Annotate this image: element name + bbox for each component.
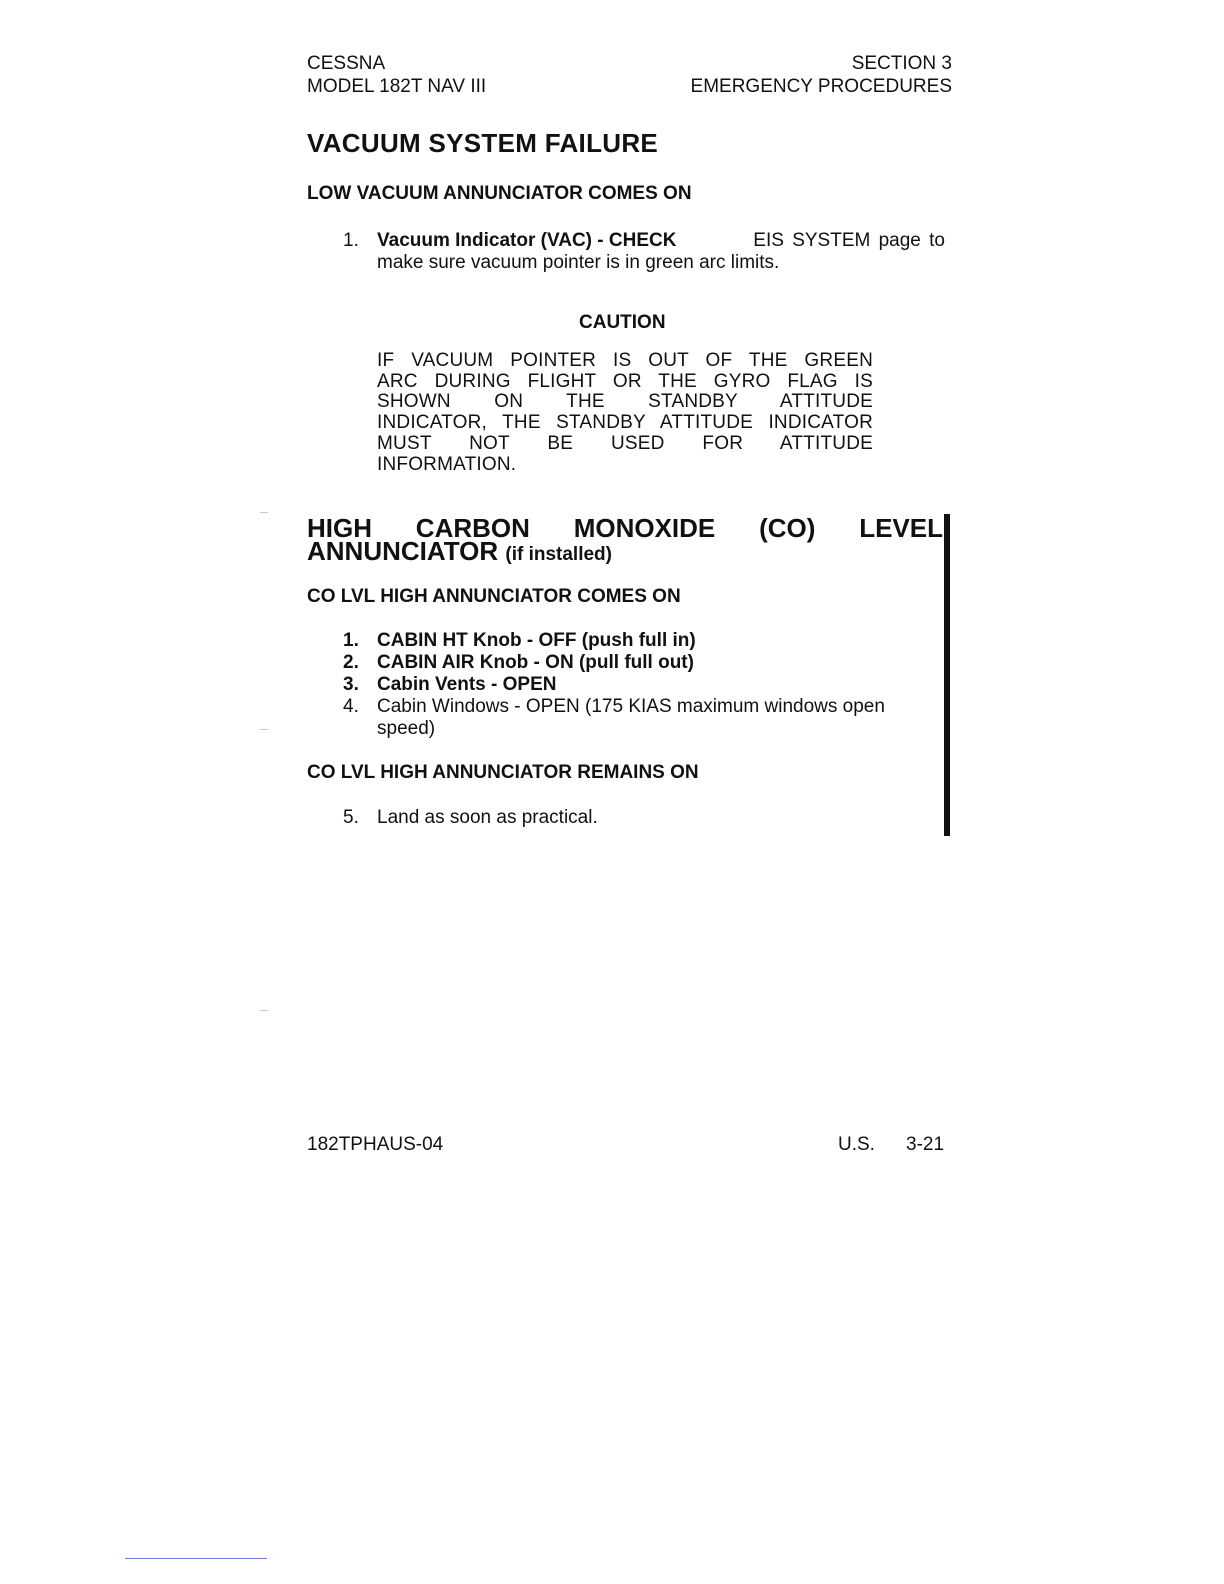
caution-line: INFORMATION. <box>377 453 517 475</box>
caution-title: CAUTION <box>579 312 666 333</box>
step-number: 2. <box>343 652 359 673</box>
vacuum-step-1 <box>307 230 947 276</box>
co-title-word: (CO) <box>759 513 816 543</box>
section-label: SECTION 3 <box>851 53 952 74</box>
document-code: 182TPHAUS-04 <box>307 1134 444 1155</box>
header-right <box>691 52 952 98</box>
co-step-1 <box>307 630 947 652</box>
co-subheading-remains-on: CO LVL HIGH ANNUNCIATOR REMAINS ON <box>307 762 699 783</box>
scan-speck <box>260 729 268 730</box>
co-subheading-comes-on: CO LVL HIGH ANNUNCIATOR COMES ON <box>307 586 681 607</box>
header-left <box>307 52 486 98</box>
step-action: Vacuum Indicator (VAC) - CHECK <box>377 230 677 251</box>
section-title: EMERGENCY PROCEDURES <box>690 76 952 97</box>
co-title-word: CARBON <box>415 513 530 543</box>
step-text: Cabin Vents - OPEN <box>377 674 557 695</box>
caution-line: MUST NOT BE USED FOR ATTITUDE <box>377 432 873 454</box>
caution-line: INDICATOR, THE STANDBY ATTITUDE INDICATOR <box>377 412 873 434</box>
co-title-word: MONOXIDE <box>573 513 716 543</box>
step-number: 4. <box>343 696 359 717</box>
caution-line: SHOWN ON THE STANDBY ATTITUDE <box>377 391 873 413</box>
co-section-title <box>307 513 943 566</box>
scan-speck <box>260 512 268 513</box>
step-number: 1. <box>343 230 359 251</box>
co-step-5 <box>307 807 947 829</box>
step-number: 1. <box>343 630 359 651</box>
co-step-2 <box>307 652 947 674</box>
vacuum-section-title: VACUUM SYSTEM FAILURE <box>307 128 659 158</box>
caution-block <box>377 351 873 475</box>
co-title-line2: ANNUNCIATOR <box>307 536 499 566</box>
step-number: 3. <box>343 674 359 695</box>
step-detail-line1: EIS SYSTEM page to <box>745 230 945 251</box>
co-step-3 <box>307 674 947 696</box>
scan-speck <box>260 1010 268 1011</box>
page-number: 3-21 <box>906 1134 945 1155</box>
model-label: MODEL 182T NAV III <box>307 76 487 97</box>
co-title-word: LEVEL <box>859 513 943 543</box>
step-text: CABIN AIR Knob - ON (pull full out) <box>377 652 694 673</box>
step-text: Land as soon as practical. <box>377 807 598 828</box>
manufacturer-label: CESSNA <box>307 53 386 74</box>
step-text-line1: Cabin Windows - OPEN (175 KIAS maximum windows open <box>377 696 885 717</box>
step-detail-line2: make sure vacuum pointer is in green arc limits. <box>377 252 780 273</box>
co-title-suffix: (if installed) <box>505 544 612 565</box>
step-number: 5. <box>343 807 359 828</box>
caution-line: ARC DURING FLIGHT OR THE GYRO FLAG IS <box>377 370 873 392</box>
caution-line: IF VACUUM POINTER IS OUT OF THE GREEN <box>377 350 873 371</box>
step-text: CABIN HT Knob - OFF (push full in) <box>377 630 696 651</box>
vacuum-subheading: LOW VACUUM ANNUNCIATOR COMES ON <box>307 183 692 204</box>
country-code: U.S. <box>838 1134 875 1155</box>
step-text-line2: speed) <box>377 718 436 739</box>
co-title-word: HIGH <box>307 513 372 543</box>
co-step-4 <box>307 696 947 740</box>
bottom-rule <box>125 1558 267 1559</box>
